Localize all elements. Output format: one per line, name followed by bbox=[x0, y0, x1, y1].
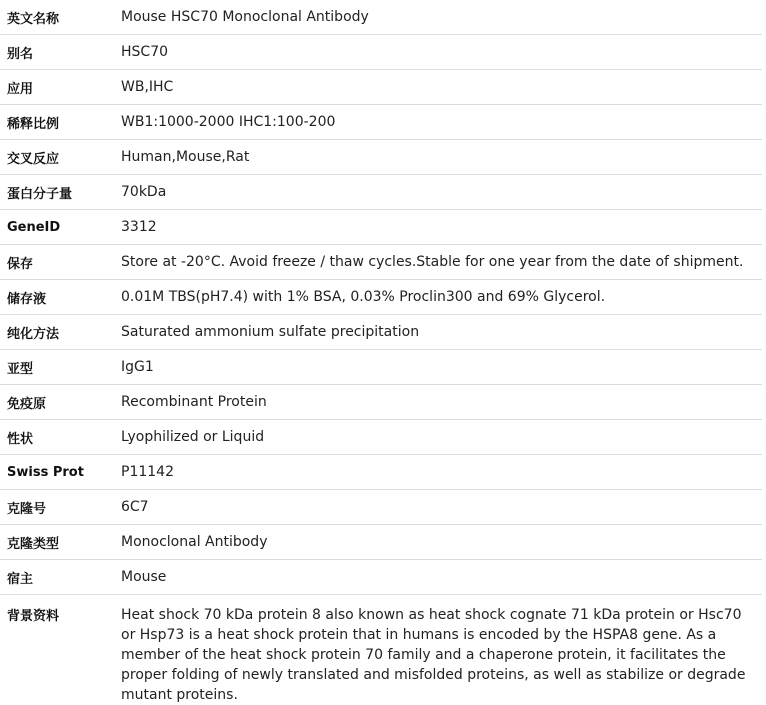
spec-value: Human,Mouse,Rat bbox=[114, 140, 762, 175]
spec-value: Lyophilized or Liquid bbox=[114, 420, 762, 455]
spec-value: Saturated ammonium sulfate precipitation bbox=[114, 315, 762, 350]
spec-row-isotype bbox=[0, 350, 762, 385]
spec-value: WB1:1000-2000 IHC1:100-200 bbox=[114, 105, 762, 140]
spec-row-storage bbox=[0, 245, 762, 280]
spec-value: Mouse HSC70 Monoclonal Antibody bbox=[114, 0, 762, 35]
spec-label: GeneID bbox=[0, 210, 114, 245]
spec-row-gene-id bbox=[0, 210, 762, 245]
spec-label: 背景资料 bbox=[0, 595, 114, 705]
spec-value: 3312 bbox=[114, 210, 762, 245]
spec-value: Heat shock 70 kDa protein 8 also known as heat shock cognate 71 kDa protein or Hsc70 or Hsp73 is a heat shock protein that in humans is encoded by the HSPA8 gene. As a member of the heat shock protein 70 family and a chaperone protein, it facilitates the proper folding of newly translated and misfolded proteins, as well as stabilize or degrade mutant proteins. bbox=[114, 595, 762, 705]
spec-value: 70kDa bbox=[114, 175, 762, 210]
spec-label: 免疫原 bbox=[0, 385, 114, 420]
spec-value: 6C7 bbox=[114, 490, 762, 525]
spec-row-host bbox=[0, 560, 762, 595]
spec-row-dilution bbox=[0, 105, 762, 140]
spec-label: 亚型 bbox=[0, 350, 114, 385]
spec-value: Mouse bbox=[114, 560, 762, 595]
spec-label: 别名 bbox=[0, 35, 114, 70]
spec-label: 保存 bbox=[0, 245, 114, 280]
spec-label: 交叉反应 bbox=[0, 140, 114, 175]
spec-label: 应用 bbox=[0, 70, 114, 105]
spec-value: 0.01M TBS(pH7.4) with 1% BSA, 0.03% Proclin300 and 69% Glycerol. bbox=[114, 280, 762, 315]
spec-row-clone-number bbox=[0, 490, 762, 525]
spec-label: 宿主 bbox=[0, 560, 114, 595]
spec-label: 性状 bbox=[0, 420, 114, 455]
spec-row-immunogen bbox=[0, 385, 762, 420]
spec-label: 纯化方法 bbox=[0, 315, 114, 350]
spec-label: 蛋白分子量 bbox=[0, 175, 114, 210]
spec-value: HSC70 bbox=[114, 35, 762, 70]
spec-label: 储存液 bbox=[0, 280, 114, 315]
spec-row-clonality bbox=[0, 525, 762, 560]
spec-value: Recombinant Protein bbox=[114, 385, 762, 420]
spec-value: Monoclonal Antibody bbox=[114, 525, 762, 560]
spec-value: P11142 bbox=[114, 455, 762, 490]
spec-value: WB,IHC bbox=[114, 70, 762, 105]
spec-label: 克隆号 bbox=[0, 490, 114, 525]
spec-row-purification bbox=[0, 315, 762, 350]
spec-row-storage-buffer bbox=[0, 280, 762, 315]
spec-label: 稀释比例 bbox=[0, 105, 114, 140]
spec-row-cross-reactivity bbox=[0, 140, 762, 175]
spec-value: IgG1 bbox=[114, 350, 762, 385]
spec-row-form bbox=[0, 420, 762, 455]
spec-row-english-name bbox=[0, 0, 762, 35]
spec-row-application bbox=[0, 70, 762, 105]
spec-row-molecular-weight bbox=[0, 175, 762, 210]
spec-row-background bbox=[0, 595, 762, 705]
spec-value: Store at -20°C. Avoid freeze / thaw cycles.Stable for one year from the date of shipment. bbox=[114, 245, 762, 280]
spec-row-alias bbox=[0, 35, 762, 70]
spec-label: Swiss Prot bbox=[0, 455, 114, 490]
spec-label: 克隆类型 bbox=[0, 525, 114, 560]
spec-row-swiss-prot bbox=[0, 455, 762, 490]
spec-label: 英文名称 bbox=[0, 0, 114, 35]
